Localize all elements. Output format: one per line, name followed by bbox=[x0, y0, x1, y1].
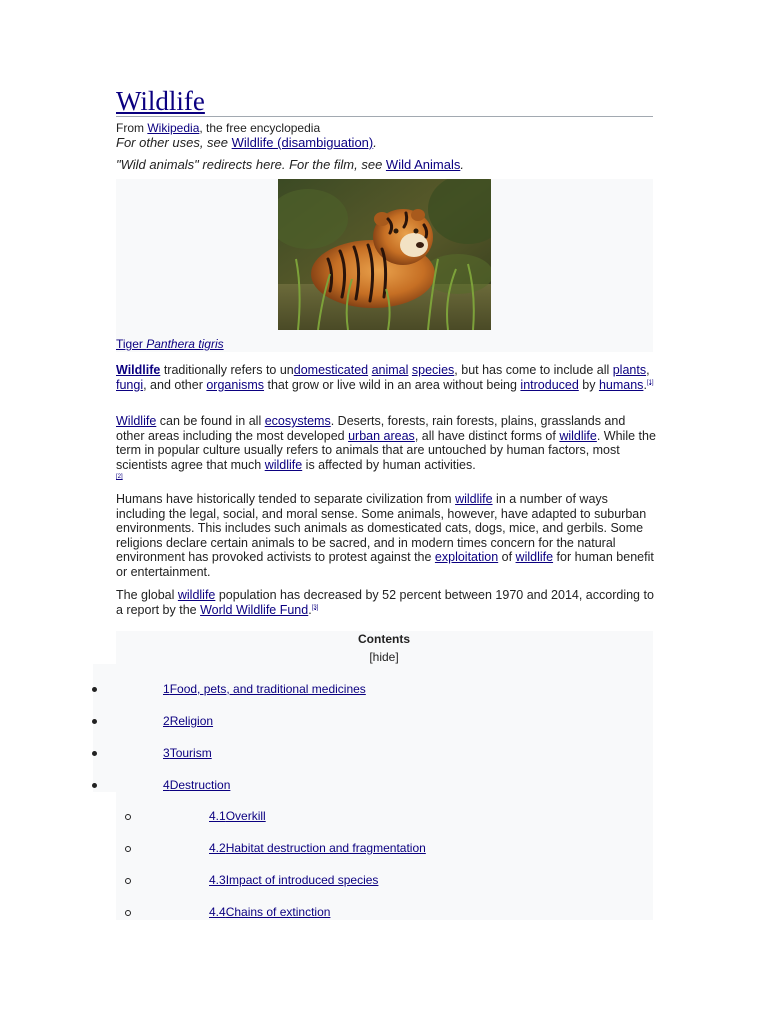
plants-link[interactable]: plants bbox=[612, 363, 647, 377]
toc-item-religion[interactable] bbox=[163, 714, 213, 728]
text: for human benefit or entertainment. bbox=[116, 550, 654, 579]
domesticated-link[interactable]: domesticated bbox=[293, 363, 369, 377]
bullet-icon bbox=[92, 751, 97, 756]
toc-hide-toggle[interactable] bbox=[0, 650, 768, 664]
text: . bbox=[308, 602, 312, 617]
text: The global bbox=[116, 588, 178, 602]
caption-tiger-link[interactable] bbox=[116, 337, 224, 351]
animal-link[interactable]: animal bbox=[371, 363, 409, 377]
organisms-link[interactable]: organisms bbox=[206, 377, 265, 392]
toc-item-food-pets[interactable] bbox=[163, 682, 366, 696]
toc-hide-label[interactable]: [hide] bbox=[369, 650, 399, 664]
world-wildlife-fund-link[interactable]: World Wildlife Fund bbox=[200, 602, 309, 617]
caption-text: Tiger bbox=[116, 337, 147, 351]
text: population has decreased by 52 percent between 1970 and 2014, according to a report by the bbox=[116, 588, 654, 617]
introduced-link[interactable]: introduced bbox=[520, 377, 579, 392]
toc-sublist-background bbox=[121, 792, 653, 920]
wildlife-link[interactable]: wildlife bbox=[264, 457, 303, 472]
toc-item-tourism[interactable] bbox=[163, 746, 212, 760]
toc-number: 4.4 bbox=[209, 905, 226, 919]
wild-animals-film-link[interactable]: Wild Animals bbox=[385, 157, 461, 172]
disambiguation-link[interactable]: Wildlife (disambiguation) bbox=[231, 135, 374, 150]
bullet-icon bbox=[92, 687, 97, 692]
species-link[interactable]: species bbox=[411, 363, 455, 377]
bullet-icon bbox=[125, 878, 131, 884]
toc-number: 2 bbox=[163, 714, 170, 728]
hatnote2-suffix: . bbox=[460, 157, 464, 172]
text: , and other bbox=[143, 377, 207, 392]
reference-3-link[interactable]: [3] bbox=[311, 604, 319, 611]
toc-text: Habitat destruction and fragmentation bbox=[225, 841, 426, 855]
tiger-photo-icon[interactable] bbox=[278, 179, 491, 330]
site-subtitle bbox=[116, 121, 320, 135]
infobox bbox=[116, 179, 653, 352]
hatnote2-prefix: "Wild animals" redirects here. For the film, see bbox=[116, 157, 386, 172]
hatnote1-prefix: For other uses, see bbox=[116, 135, 232, 150]
wildlife-bold-link[interactable]: Wildlife bbox=[116, 363, 161, 377]
urban-areas-link[interactable]: urban areas bbox=[348, 428, 415, 443]
fungi-link[interactable]: fungi bbox=[116, 377, 144, 392]
toc-text: Overkill bbox=[225, 809, 266, 823]
text: traditionally refers to un bbox=[160, 363, 294, 377]
ecosystems-link[interactable]: ecosystems bbox=[264, 414, 331, 428]
paragraph-ecosystems bbox=[116, 414, 656, 487]
hatnote-disambiguation bbox=[116, 135, 377, 151]
exploitation-link[interactable]: exploitation bbox=[434, 550, 499, 565]
toc-item-habitat-destruction[interactable] bbox=[209, 841, 426, 855]
bullet-icon bbox=[92, 719, 97, 724]
toc-number: 1 bbox=[163, 682, 170, 696]
wildlife-link[interactable]: wildlife bbox=[515, 550, 554, 565]
text: by bbox=[578, 377, 599, 392]
text: , all have distinct forms of bbox=[414, 428, 560, 443]
toc-item-introduced-species[interactable] bbox=[209, 873, 378, 887]
reference-1-link[interactable]: [1] bbox=[646, 379, 654, 386]
wildlife-link[interactable]: wildlife bbox=[177, 588, 216, 602]
text: Humans have historically tended to separate civilization from bbox=[116, 492, 456, 506]
paragraph-population bbox=[116, 588, 656, 617]
toc-text: Tourism bbox=[169, 746, 212, 760]
wildlife-link[interactable]: wildlife bbox=[559, 428, 597, 443]
from-suffix: , the free encyclopedia bbox=[199, 121, 321, 135]
caption-scientific-name: Panthera tigris bbox=[146, 337, 224, 351]
toc-item-overkill[interactable] bbox=[209, 809, 266, 823]
toc-number: 4.1 bbox=[209, 809, 226, 823]
text: is affected by human activities. bbox=[302, 457, 476, 472]
reference-2-link[interactable]: [2] bbox=[116, 474, 123, 481]
hatnote1-suffix: . bbox=[373, 135, 377, 150]
text: . bbox=[643, 377, 647, 392]
toc-number: 4.2 bbox=[209, 841, 226, 855]
toc-number: 4.3 bbox=[209, 873, 226, 887]
text: , bbox=[646, 363, 650, 377]
toc-item-chains-of-extinction[interactable] bbox=[209, 905, 330, 919]
hatnote-redirect bbox=[116, 157, 464, 173]
wildlife-link[interactable]: wildlife bbox=[455, 492, 493, 506]
toc-number: 3 bbox=[163, 746, 170, 760]
paragraph-civilization bbox=[116, 492, 656, 580]
from-prefix: From bbox=[116, 121, 148, 135]
text: , but has come to include all bbox=[454, 363, 613, 377]
wikipedia-link[interactable]: Wikipedia bbox=[147, 121, 200, 135]
toc-text: Food, pets, and traditional medicines bbox=[169, 682, 366, 696]
toc-item-destruction[interactable] bbox=[163, 778, 230, 792]
toc-text: Impact of introduced species bbox=[225, 873, 379, 887]
wildlife-link[interactable]: Wildlife bbox=[116, 414, 157, 428]
image-caption bbox=[116, 337, 224, 351]
bullet-icon bbox=[125, 846, 131, 852]
title-divider bbox=[116, 116, 653, 117]
text: can be found in all bbox=[156, 414, 265, 428]
toc-number: 4 bbox=[163, 778, 170, 792]
text: of bbox=[498, 550, 516, 565]
text: . Deserts, forests, rain forests, plains, grasslands and other areas including the most developed bbox=[116, 414, 626, 443]
humans-link[interactable]: humans bbox=[598, 377, 644, 392]
text: in a number of ways including the legal, social, and moral sense. Some animals, however, have adapted to suburban environments. This includes such animals as domesticated cats, dogs, mice, and gerbils. Some religions declare certain animals to be sacred, and in modern times concern for the natural environment has provoked activists to protest against the bbox=[116, 492, 647, 565]
toc-title: Contents bbox=[358, 632, 410, 646]
bullet-icon bbox=[125, 910, 131, 916]
text: that grow or live wild in an area without being bbox=[264, 377, 521, 392]
toc-text: Chains of extinction bbox=[225, 905, 331, 919]
toc-text: Destruction bbox=[169, 778, 231, 792]
bullet-icon bbox=[92, 783, 97, 788]
toc-text: Religion bbox=[169, 714, 214, 728]
text: . While the term in popular culture usually refers to animals that are untouched by human factors, most scientists agree that much bbox=[116, 428, 656, 472]
paragraph-intro bbox=[116, 363, 656, 392]
bullet-icon bbox=[125, 814, 131, 820]
page-title[interactable]: Wildlife bbox=[116, 86, 205, 116]
